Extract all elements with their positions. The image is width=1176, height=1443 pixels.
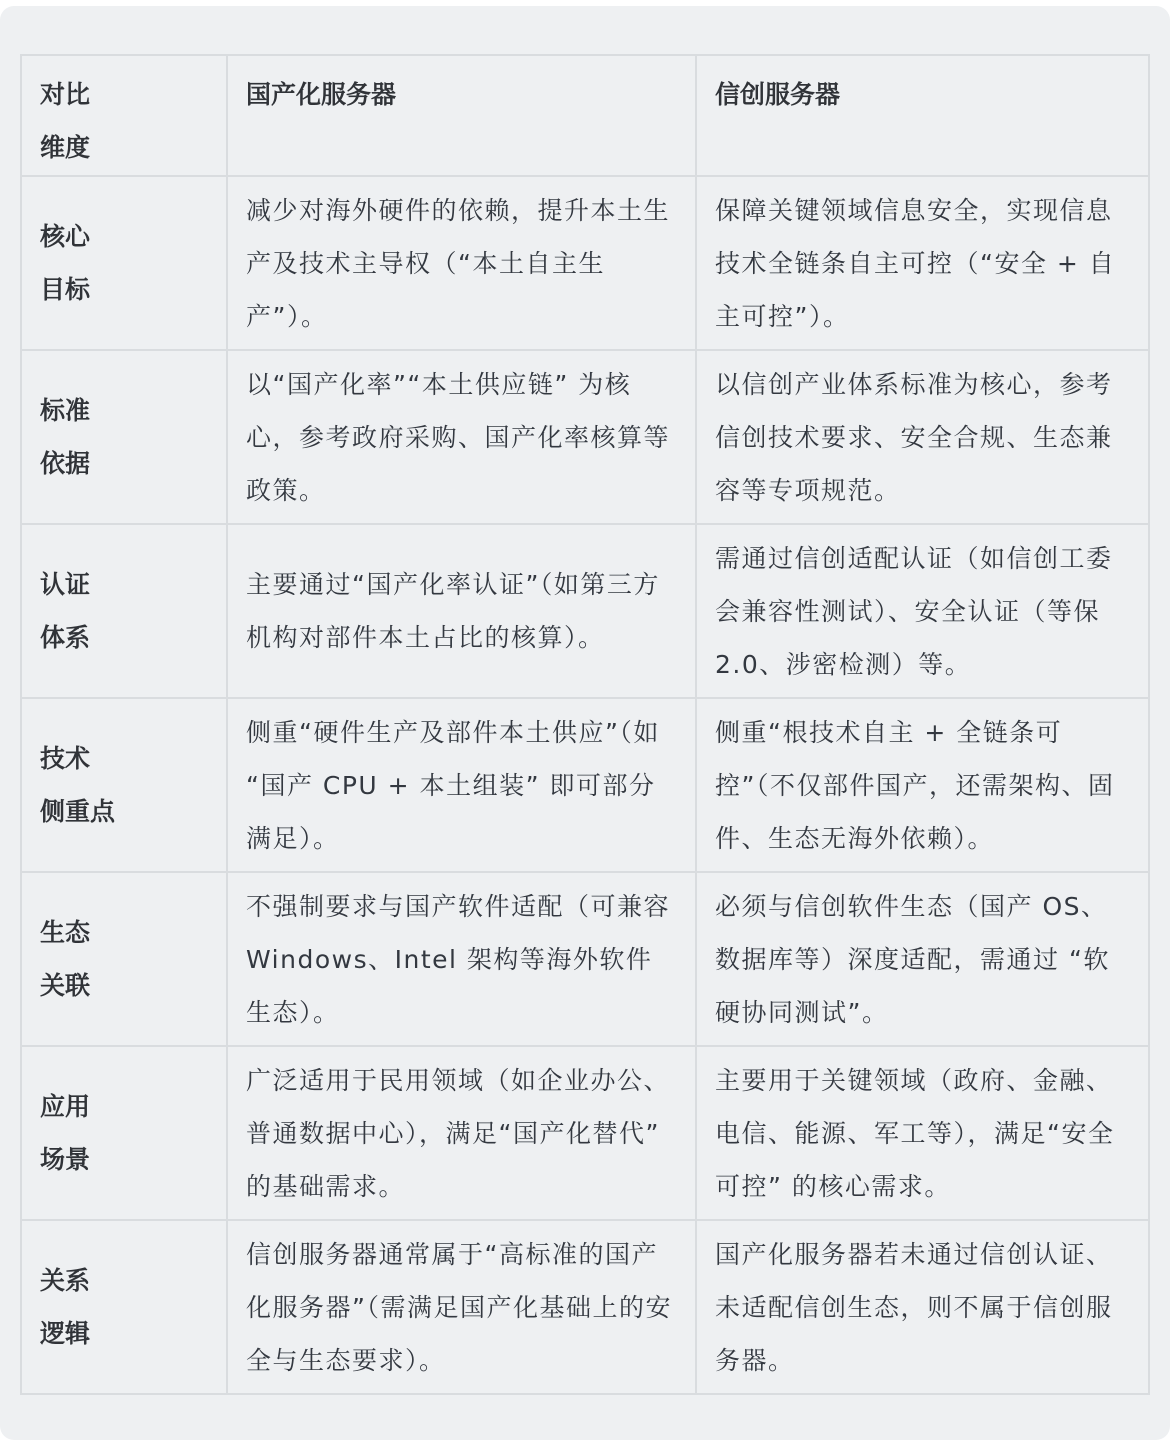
dimension-line: 依据 [40,449,91,478]
cell-col-a: 侧重“硬件生产及部件本土供应”（如 “国产 CPU + 本土组装” 即可部分满足）。 [227,698,696,872]
table-row [21,524,1149,698]
dimension-line: 认证 [40,570,91,599]
row-dimension [21,872,227,1046]
dimension-line: 关联 [40,971,91,1000]
row-dimension [21,1220,227,1394]
header-dimension-line: 对比 [40,80,91,109]
dimension-line: 技术 [40,744,91,773]
comparison-table [20,54,1150,1395]
dimension-line: 逻辑 [40,1319,91,1348]
cell-col-b: 保障关键领域信息安全，实现信息技术全链条自主可控（“安全 + 自主可控”）。 [696,176,1149,350]
content-card [0,6,1170,1440]
cell-col-b: 国产化服务器若未通过信创认证、未适配信创生态，则不属于信创服务器。 [696,1220,1149,1394]
cell-col-a: 主要通过“国产化率认证”（如第三方机构对部件本土占比的核算）。 [227,524,696,698]
dimension-line: 体系 [40,623,91,652]
table-header-row [21,55,1149,176]
cell-col-b: 以信创产业体系标准为核心，参考信创技术要求、安全合规、生态兼容等专项规范。 [696,350,1149,524]
cell-col-a: 减少对海外硬件的依赖，提升本土生产及技术主导权（“本土自主生产”）。 [227,176,696,350]
table-row [21,1220,1149,1394]
dimension-line: 核心 [40,222,91,251]
dimension-line: 应用 [40,1092,91,1121]
dimension-line: 目标 [40,275,91,304]
cell-col-a: 广泛适用于民用领域（如企业办公、普通数据中心），满足“国产化替代” 的基础需求。 [227,1046,696,1220]
table-row [21,698,1149,872]
row-dimension [21,698,227,872]
header-dimension [21,55,227,176]
cell-col-a: 以“国产化率”“本土供应链” 为核心，参考政府采购、国产化率核算等政策。 [227,350,696,524]
header-col-a: 国产化服务器 [227,55,696,176]
dimension-line: 标准 [40,396,91,425]
row-dimension [21,176,227,350]
cell-col-a: 信创服务器通常属于“高标准的国产化服务器”（需满足国产化基础上的安全与生态要求）。 [227,1220,696,1394]
row-dimension [21,350,227,524]
dimension-line: 侧重点 [40,797,116,826]
cell-col-b: 侧重“根技术自主 + 全链条可控”（不仅部件国产，还需架构、固件、生态无海外依赖）。 [696,698,1149,872]
header-col-b: 信创服务器 [696,55,1149,176]
cell-col-b: 主要用于关键领域（政府、金融、电信、能源、军工等），满足“安全可控” 的核心需求。 [696,1046,1149,1220]
cell-col-b: 必须与信创软件生态（国产 OS、数据库等）深度适配，需通过 “软硬协同测试”。 [696,872,1149,1046]
dimension-line: 场景 [40,1145,91,1174]
dimension-line: 关系 [40,1266,91,1295]
table-row [21,350,1149,524]
row-dimension [21,524,227,698]
table-row [21,872,1149,1046]
cell-col-a: 不强制要求与国产软件适配（可兼容 Windows、Intel 架构等海外软件生态）。 [227,872,696,1046]
cell-col-b: 需通过信创适配认证（如信创工委会兼容性测试）、安全认证（等保 2.0、涉密检测）等。 [696,524,1149,698]
table-row [21,1046,1149,1220]
table-row [21,176,1149,350]
row-dimension [21,1046,227,1220]
dimension-line: 生态 [40,918,91,947]
header-dimension-line: 维度 [40,133,91,162]
